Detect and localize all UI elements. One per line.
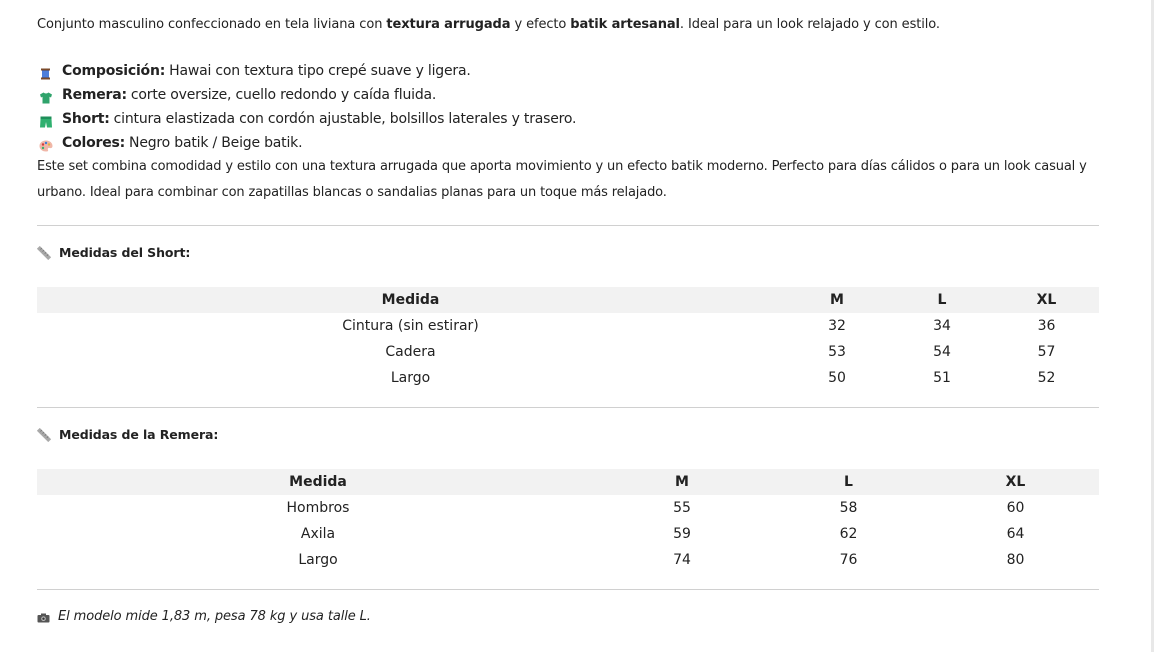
feature-item-colors <box>37 131 576 155</box>
table-cell: 58 <box>839 500 858 516</box>
intro-middle: y efecto <box>510 17 571 32</box>
short-size-table <box>37 287 1099 391</box>
table-header-cell: M <box>675 474 689 490</box>
table-cell: 36 <box>1037 318 1056 334</box>
model-note <box>37 609 371 624</box>
table-cell: Hombros <box>286 500 350 516</box>
table-header-row <box>37 469 1099 495</box>
table-header-cell: L <box>937 292 947 308</box>
table-cell: 64 <box>1006 526 1025 542</box>
table-cell: 59 <box>673 526 691 542</box>
table-row <box>37 521 1099 547</box>
feature-text: Hawai con textura tipo crepé suave y ligera. <box>169 63 471 79</box>
ruler-icon <box>37 428 51 442</box>
table-cell: 50 <box>828 370 846 386</box>
table-row <box>37 495 1099 521</box>
table-cell: 55 <box>673 500 691 516</box>
feature-item-composition <box>37 59 576 83</box>
thread-spool-icon <box>39 65 53 77</box>
feature-text: cintura elastizada con cordón ajustable, bolsillos laterales y trasero. <box>113 111 577 127</box>
intro-paragraph <box>37 16 940 34</box>
divider <box>37 589 1099 590</box>
tshirt-icon <box>39 89 53 101</box>
shirt-measures-title-text: Medidas de la Remera: <box>59 427 219 442</box>
table-row <box>37 313 1099 339</box>
table-header-row <box>37 287 1099 313</box>
intro-prefix: Conjunto masculino confeccionado en tela liviana con <box>37 17 387 32</box>
feature-label: Colores: <box>62 135 126 151</box>
table-header-cell: XL <box>1036 292 1057 308</box>
feature-text: Negro batik / Beige batik. <box>129 135 303 151</box>
feature-label: Short: <box>62 111 110 127</box>
feature-label: Composición: <box>62 63 166 79</box>
table-cell: 57 <box>1037 344 1056 360</box>
feature-item-shirt <box>37 83 576 107</box>
table-cell: 52 <box>1037 370 1056 386</box>
table-header-cell: Medida <box>381 292 440 308</box>
table-cell: 34 <box>933 318 951 334</box>
table-cell: 53 <box>828 344 846 360</box>
table-cell: Largo <box>390 370 431 386</box>
table-header-cell: M <box>830 292 844 308</box>
divider <box>37 407 1099 408</box>
model-note-text: El modelo mide 1,83 m, pesa 78 kg y usa talle L. <box>58 609 371 624</box>
table-cell: Axila <box>300 526 336 542</box>
table-header-cell: XL <box>1005 474 1026 490</box>
description-paragraph: Este set combina comodidad y estilo con una textura arrugada que aporta movimiento y un efecto batik moderno. Perfecto para días cálidos o para un look casual y urbano. Ideal para combinar con zapatillas blancas o sandalias planas para un toque más relajado. <box>37 159 1087 200</box>
table-cell: 74 <box>673 552 691 568</box>
table-cell: 76 <box>839 552 858 568</box>
table-cell: 54 <box>933 344 951 360</box>
shirt-size-table <box>37 469 1099 573</box>
ruler-icon <box>37 246 51 260</box>
table-cell: 60 <box>1006 500 1025 516</box>
table-cell: 32 <box>828 318 846 334</box>
feature-label: Remera: <box>62 87 127 103</box>
feature-item-short <box>37 107 576 131</box>
table-header-cell: L <box>844 474 853 490</box>
table-cell: Cadera <box>385 344 436 360</box>
table-cell: 51 <box>933 370 951 386</box>
camera-icon <box>37 612 50 622</box>
table-row <box>37 365 1099 391</box>
divider <box>37 225 1099 226</box>
shorts-icon <box>39 113 53 125</box>
feature-list <box>37 59 576 155</box>
intro-bold-texture: textura arrugada <box>386 17 511 32</box>
table-cell: Largo <box>298 552 338 568</box>
table-row <box>37 547 1099 573</box>
intro-suffix: . Ideal para un look relajado y con estilo. <box>679 17 940 32</box>
short-measures-title-text: Medidas del Short: <box>59 245 191 260</box>
table-cell: 80 <box>1006 552 1025 568</box>
table-row <box>37 339 1099 365</box>
table-cell: Cintura (sin estirar) <box>342 318 479 334</box>
palette-icon <box>39 137 53 149</box>
table-header-cell: Medida <box>289 474 347 490</box>
intro-bold-batik: batik artesanal <box>570 17 680 32</box>
feature-text: corte oversize, cuello redondo y caída fluida. <box>130 87 437 103</box>
shirt-measures-title <box>37 427 218 442</box>
short-measures-title <box>37 245 190 260</box>
table-cell: 62 <box>839 526 858 542</box>
